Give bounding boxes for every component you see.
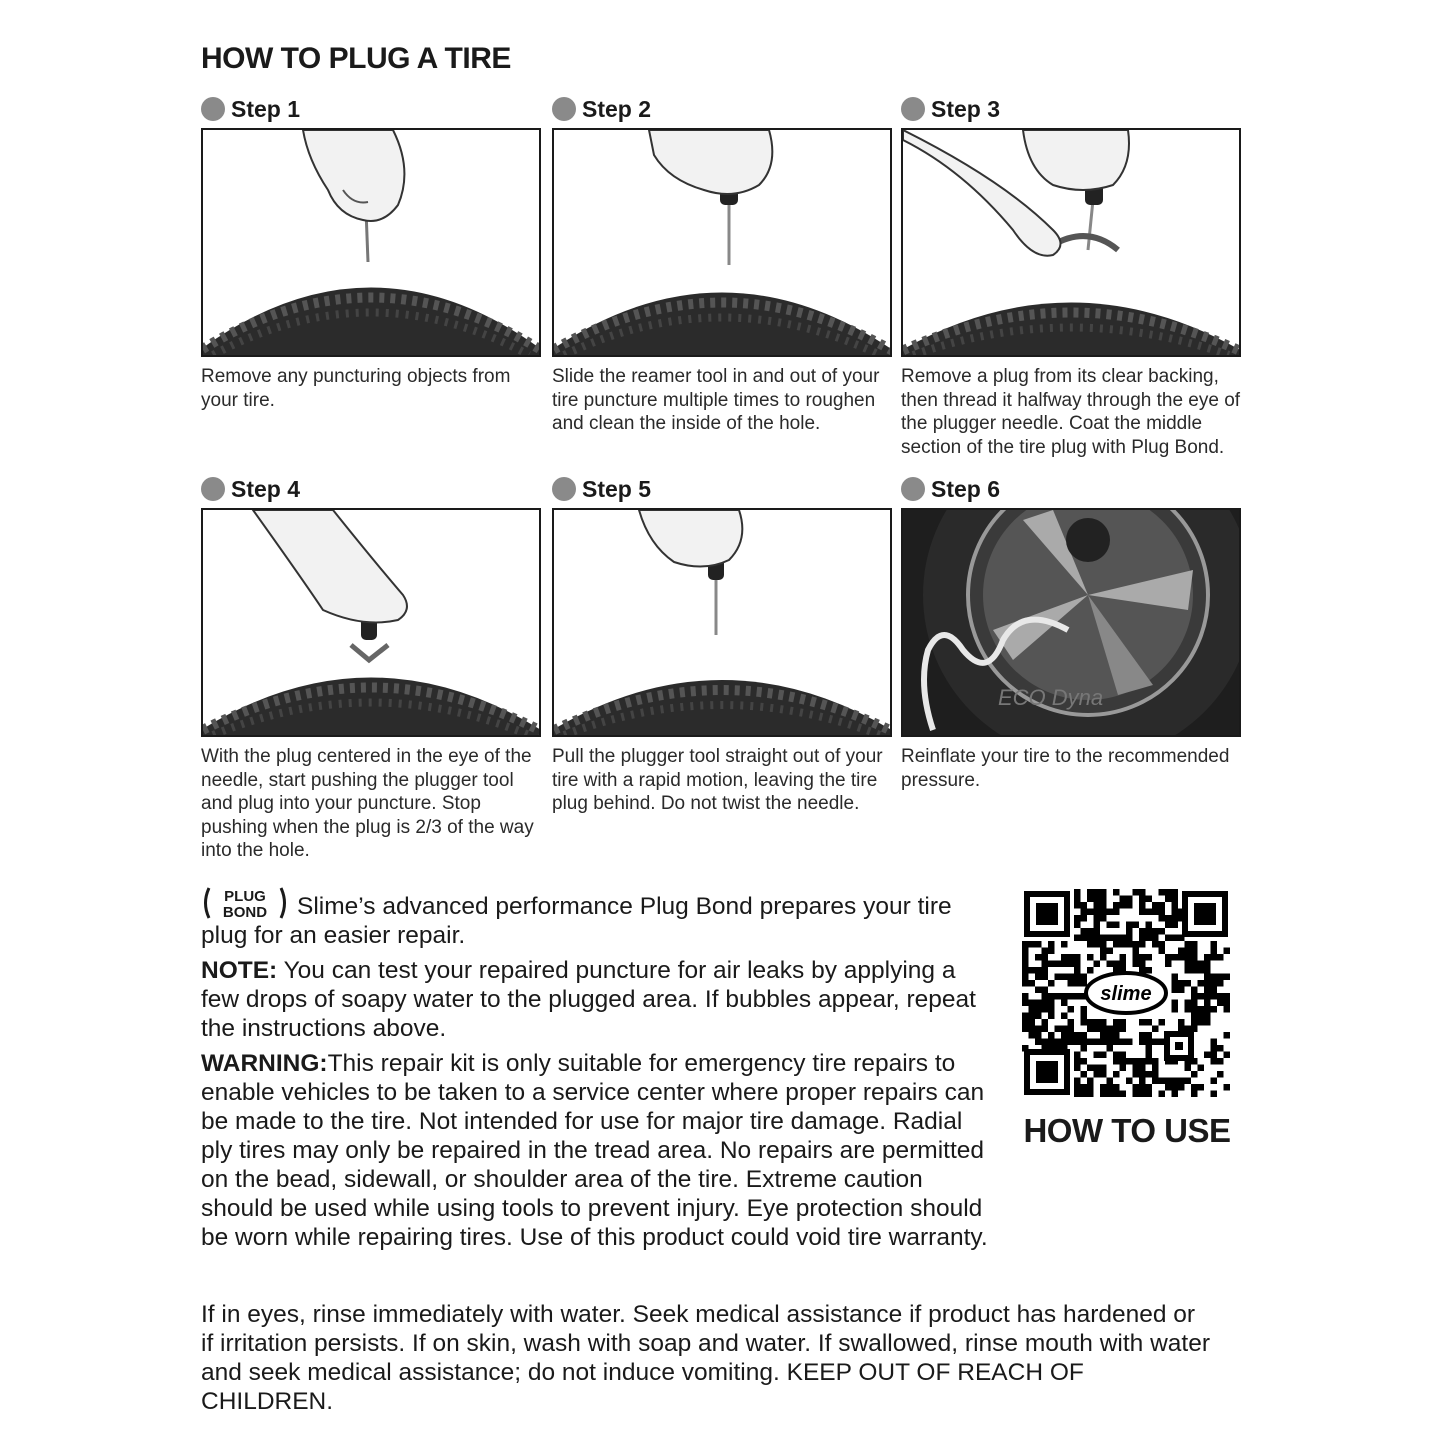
slime-logo: slime: [1100, 983, 1152, 1005]
qr-caption: HOW TO USE: [1023, 1112, 1231, 1149]
qr-code[interactable]: [1022, 889, 1230, 1097]
plugbond-logo-icon: [201, 886, 289, 920]
step-5-header: [552, 474, 892, 504]
step-4-header: [201, 474, 541, 504]
step-1-text: Remove any puncturing objects from your tire.: [201, 366, 511, 411]
step-4-label: Step 4: [231, 475, 301, 502]
step-1-photo: [201, 128, 541, 357]
plug-bond-photo: [903, 130, 1239, 355]
step-4-photo: [201, 508, 541, 737]
step-6-text: Reinflate your tire to the recommended pressure.: [901, 746, 1230, 791]
step-bullet-icon: [552, 477, 576, 501]
note-paragraph: [201, 956, 991, 1043]
first-aid-text: If in eyes, rinse immediately with water. Seek medical assistance if product has hardened or if irritation persists. If on skin, wash with soap and water. If swallowed, rinse mouth with water and seek medical assistance; do not induce vomiting. KEEP OUT OF REACH OF CHILDREN.: [201, 1301, 1211, 1415]
reinflate-wheel-photo: [903, 510, 1239, 735]
step-3-header: [901, 94, 1241, 124]
page-title: HOW TO PLUG A TIRE: [201, 42, 511, 75]
step-3-label: Step 3: [931, 95, 1001, 122]
plugbond-logo-line2: BOND: [222, 904, 268, 920]
step-3: [901, 94, 1241, 459]
step-bullet-icon: [201, 97, 225, 121]
step-5-photo: [552, 508, 892, 737]
step-6-photo: [901, 508, 1241, 737]
plugger-push-photo: [203, 510, 539, 735]
info-block: [201, 886, 991, 1258]
step-5-text: Pull the plugger tool straight out of your tire with a rapid motion, leaving the tire plug behind. Do not twist the needle.: [552, 746, 883, 814]
plugbond-logo-line1: PLUG: [224, 888, 266, 905]
step-bullet-icon: [901, 97, 925, 121]
step-1: [201, 94, 541, 412]
step-bullet-icon: [901, 477, 925, 501]
tire-hand-photo-1: [203, 130, 539, 355]
plugger-pull-photo: [554, 510, 890, 735]
warning-paragraph: [201, 1049, 991, 1252]
step-3-photo: [901, 128, 1241, 357]
step-1-label: Step 1: [231, 95, 301, 122]
plugbond-paragraph: [201, 886, 991, 950]
qr-code-icon: [1022, 889, 1230, 1097]
step-4: [201, 474, 541, 863]
step-6: [901, 474, 1241, 792]
step-1-header: [201, 94, 541, 124]
warning-text: This repair kit is only suitable for emergency tire repairs to enable vehicles to be taken to a service center where proper repairs can be made to the tire. Not intended for use for major tire damage. Radial ply tires may only be repaired in the tread area. No repairs are permitted on the bead, sidewall, or shoulder area of the tire. Extreme caution should be used while using tools to prevent injury. Eye protection should be worn while repairing tires. Use of this product could void tire warranty.: [201, 1050, 988, 1251]
step-2-header: [552, 94, 892, 124]
step-2-text: Slide the reamer tool in and out of your tire puncture multiple times to roughen and clean the inside of the hole.: [552, 366, 880, 434]
step-5: [552, 474, 892, 816]
note-label: NOTE:: [201, 957, 278, 984]
step-bullet-icon: [552, 97, 576, 121]
step-6-label: Step 6: [931, 475, 1001, 502]
step-bullet-icon: [201, 477, 225, 501]
step-2-photo: [552, 128, 892, 357]
step-3-text: Remove a plug from its clear backing, then thread it halfway through the eye of the plugger needle. Coat the middle section of the tire plug with Plug Bond.: [901, 366, 1241, 458]
step-4-text: With the plug centered in the eye of the needle, start pushing the plugger tool and plug into your puncture. Stop pushing when the plug is 2/3 of the way into the hole.: [201, 746, 534, 861]
step-2-label: Step 2: [582, 95, 652, 122]
step-2: [552, 94, 892, 436]
tire-sidewall-text: ECO Dyna: [998, 685, 1104, 710]
step-5-label: Step 5: [582, 475, 652, 502]
reamer-tool-photo: [554, 130, 890, 355]
plugbond-text: Slime’s advanced performance Plug Bond prepares your tire plug for an easier repair.: [201, 893, 952, 949]
warning-label: WARNING:: [201, 1050, 328, 1077]
step-6-header: [901, 474, 1241, 504]
note-text: You can test your repaired puncture for air leaks by applying a few drops of soapy water to the plugged area. If bubbles appear, repeat the instructions above.: [201, 957, 976, 1042]
